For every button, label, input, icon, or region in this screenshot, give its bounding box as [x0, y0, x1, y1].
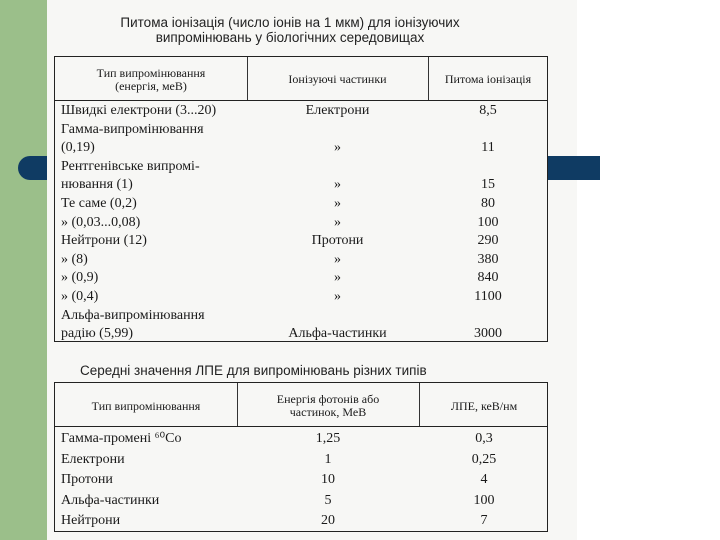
t2-row-type: Гамма-промені ⁶⁰Co	[61, 431, 182, 446]
t1-row-particles: »	[334, 270, 341, 286]
t1-row-type: Рентгенівське випромі-	[61, 158, 200, 174]
t1-row-value: 1100	[474, 289, 502, 304]
green-side-strip	[0, 0, 47, 540]
table1-title-line2: випромінювань у біологічних середовищах	[155, 30, 425, 45]
t1-row-particles: Альфа-частинки	[288, 326, 387, 342]
t2-header-lpe: ЛПЕ, кеВ/нм	[450, 399, 518, 413]
t2-row-lpe: 4	[480, 472, 488, 487]
t2-row-type: Альфа-частинки	[61, 492, 160, 508]
t1-row-value: 100	[477, 214, 499, 230]
t2-row-lpe: 0,25	[471, 451, 497, 467]
t2-row-lpe: 100	[473, 492, 495, 508]
t1-row-value: 15	[481, 177, 495, 193]
t1-row-type: радію (5,99)	[61, 326, 134, 342]
t2-row-energy: 1	[324, 451, 332, 467]
t1-row-type: Гамма-випромінювання	[61, 121, 204, 137]
t1-row-type: нювання (1)	[61, 177, 133, 193]
ionization-table	[54, 56, 548, 342]
t1-row-value: 8,5	[479, 103, 497, 118]
t2-row-type: Електрони	[61, 451, 125, 467]
table2-title: Середні значення ЛПЕ для випромінювань різних типів	[80, 363, 427, 378]
t1-row-type: » (0,4)	[61, 289, 99, 304]
t1-row-value: 3000	[474, 326, 502, 342]
t1-row-particles: »	[334, 177, 341, 193]
t1-row-type: » (0,9)	[61, 270, 99, 286]
t2-row-lpe: 0,3	[475, 431, 493, 446]
t1-row-type: (0,19)	[61, 140, 95, 156]
t1-row-type: Те саме (0,2)	[61, 196, 137, 211]
t1-row-value: 290	[477, 233, 499, 249]
blue-band-right	[548, 156, 600, 180]
t1-row-particles: »	[334, 196, 341, 211]
t1-row-value: 80	[481, 196, 495, 211]
t1-row-particles: »	[334, 140, 341, 156]
t1-row-type: Нейтрони (12)	[61, 233, 147, 249]
t1-row-type: » (0,03...0,08)	[61, 214, 141, 230]
t2-row-type: Протони	[61, 472, 113, 487]
t2-row-lpe: 7	[480, 513, 488, 528]
t1-header-value: Питома іонізація	[444, 72, 532, 86]
t1-row-value: 840	[477, 270, 499, 286]
t2-row-type: Нейтрони	[61, 513, 121, 528]
t1-row-type: Альфа-випромінювання	[61, 307, 205, 323]
t1-row-value: 11	[481, 140, 495, 156]
t1-header-particles: Іонізуючі частинки	[288, 72, 387, 86]
t1-row-type: » (8)	[61, 251, 88, 267]
t2-row-energy: 1,25	[315, 431, 341, 446]
t1-row-particles: »	[334, 251, 341, 267]
table1-title-line1: Питома іонізація (число іонів на 1 мкм) для іонізуючих	[120, 15, 460, 30]
t1-row-particles: Протони	[311, 233, 364, 249]
t2-row-energy: 10	[321, 472, 335, 487]
t1-row-particles: »	[334, 214, 341, 230]
t1-row-type: Швидкі електрони (3...20)	[61, 103, 217, 118]
lpe-table	[54, 382, 548, 532]
t1-row-value: 380	[477, 251, 499, 267]
t2-row-energy: 5	[324, 492, 332, 508]
t2-row-energy: 20	[321, 513, 335, 528]
t2-header-type: Тип випромінювання	[91, 399, 201, 413]
t1-row-particles: Електрони	[305, 103, 370, 118]
table1-title	[100, 15, 480, 45]
t1-header-type: Тип випромінювання (енергія, меВ)	[96, 66, 206, 93]
t1-row-particles: »	[334, 289, 341, 304]
t2-header-energy: Енергія фотонів або частинок, МеВ	[276, 392, 380, 419]
